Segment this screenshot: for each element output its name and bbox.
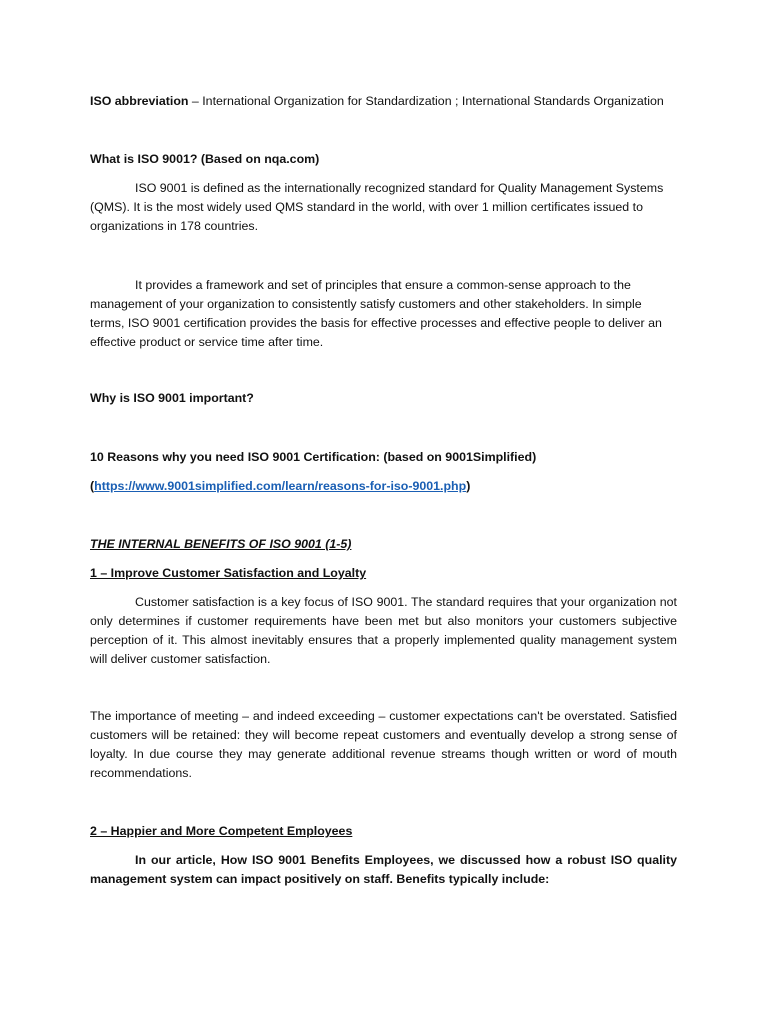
item-1-heading: 1 – Improve Customer Satisfaction and Loyalty <box>90 566 367 580</box>
open-paren: ( <box>90 479 95 493</box>
what-is-heading: What is ISO 9001? (Based on nqa.com) <box>90 152 320 166</box>
what-is-paragraph-2: It provides a framework and set of principles that ensure a common-sense approach to the management of your organization to consistently satisfy customers and other stakeholders. In simple terms, ISO 9001 certification provides the basis for effective processes and effective people to deliver an effective product or service time after time. <box>90 278 662 349</box>
item-2-heading: 2 – Happier and More Competent Employees <box>90 824 353 838</box>
reasons-link-line <box>90 477 677 496</box>
item-1-paragraph-1: Customer satisfaction is a key focus of ISO 9001. The standard requires that your organization not only determines if customer requirements have been met but also monitors your customers subjective perception of it. This almost inevitably ensures that a properly implemented quality management system will deliver customer satisfaction. <box>90 595 677 666</box>
internal-benefits-heading: THE INTERNAL BENEFITS OF ISO 9001 (1-5) <box>90 537 352 551</box>
iso-abbreviation-line <box>90 92 677 111</box>
what-is-paragraph-1: ISO 9001 is defined as the internationally recognized standard for Quality Management Systems (QMS). It is the most widely used QMS standard in the world, with over 1 million certificates issued to organizations in 178 countries. <box>90 181 664 233</box>
iso-abbreviation-text: – International Organization for Standardization ; International Standards Organization <box>188 94 664 108</box>
reasons-link[interactable]: https://www.9001simplified.com/learn/reasons-for-iso-9001.php <box>94 479 467 493</box>
close-paren: ) <box>466 479 471 493</box>
item-1-paragraph-2: The importance of meeting – and indeed exceeding – customer expectations can't be overstated. Satisfied customers will be retained: they will become repeat customers and eventually develop a strong sense of loyalty. In due course they may generate additional revenue streams though written or word of mouth recommendations. <box>90 709 677 780</box>
iso-abbreviation-label: ISO abbreviation <box>90 94 189 108</box>
why-heading: Why is ISO 9001 important? <box>90 391 254 405</box>
reasons-heading: 10 Reasons why you need ISO 9001 Certification: (based on 9001Simplified) <box>90 450 537 464</box>
item-2-paragraph-1: In our article, How ISO 9001 Benefits Employees, we discussed how a robust ISO quality management system can impact positively on staff. Benefits typically include: <box>90 853 677 886</box>
